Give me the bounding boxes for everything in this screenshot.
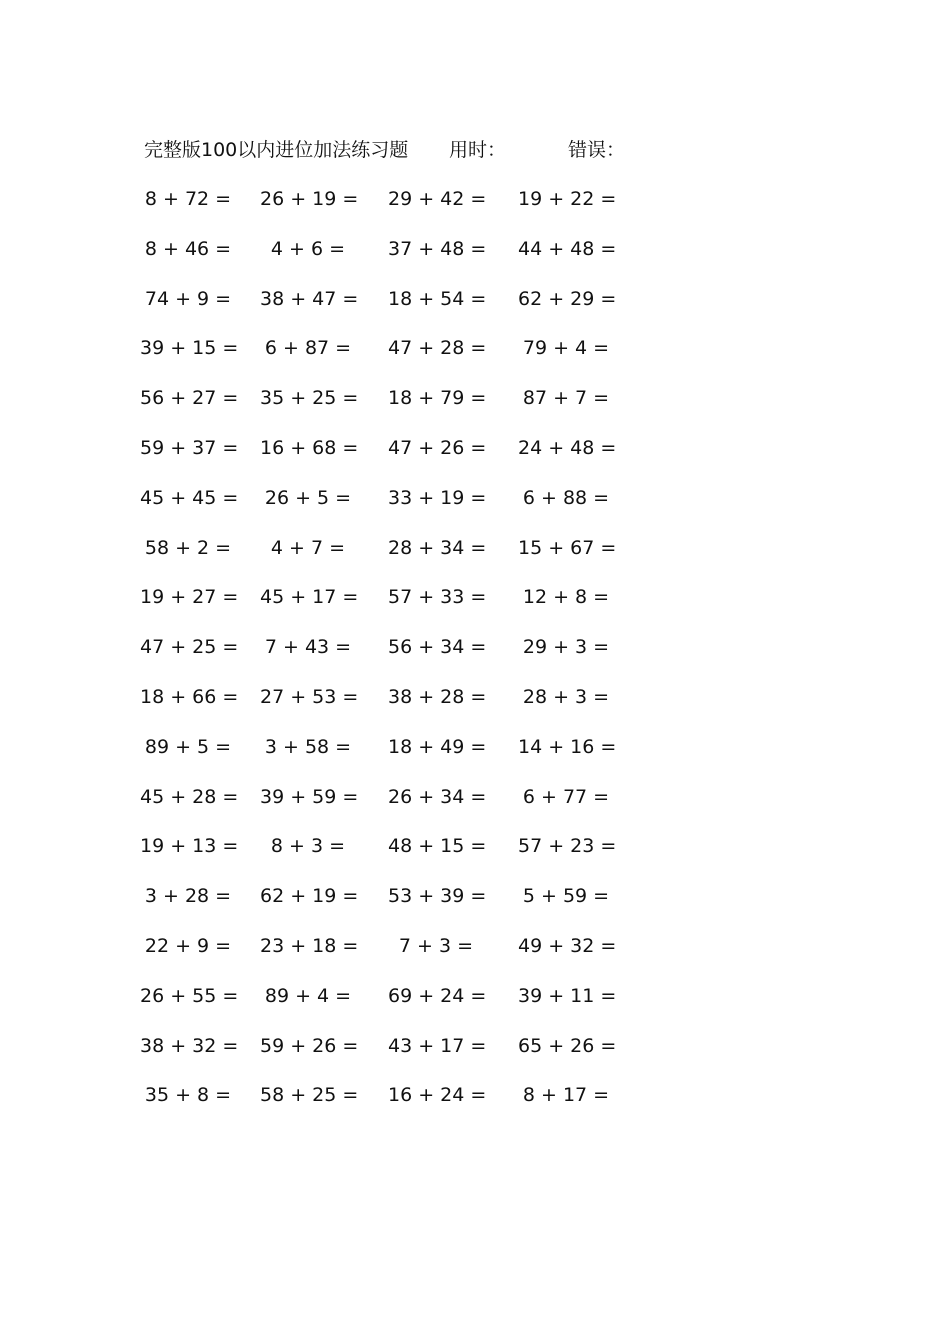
problem-item: 26 + 34 = [388, 785, 487, 808]
problem-item: 3 + 28 = [144, 885, 232, 908]
problem-item: 58 + 25 = [260, 1084, 359, 1107]
problem-item: 8 + 17 = [522, 1084, 610, 1107]
problem-item: 45 + 45 = [140, 486, 239, 509]
problem-item: 35 + 8 = [144, 1084, 232, 1107]
problem-item: 89 + 4 = [264, 984, 352, 1007]
problem-item: 18 + 54 = [388, 287, 487, 310]
problem-item: 7 + 3 = [398, 934, 474, 957]
problem-item: 4 + 7 = [270, 536, 346, 559]
problem-item: 4 + 6 = [270, 237, 346, 260]
problem-item: 5 + 59 = [522, 885, 610, 908]
problem-item: 79 + 4 = [522, 337, 610, 360]
problem-row [140, 683, 620, 733]
problem-item: 45 + 17 = [260, 586, 359, 609]
problem-row [140, 733, 620, 783]
problem-row [140, 235, 620, 285]
problem-item: 26 + 55 = [140, 984, 239, 1007]
problem-item: 26 + 19 = [260, 188, 359, 210]
problem-item: 74 + 9 = [144, 287, 232, 310]
problem-item: 56 + 27 = [140, 387, 239, 410]
problem-item: 38 + 47 = [260, 287, 359, 310]
problem-item: 57 + 23 = [518, 835, 617, 858]
problem-item: 39 + 11 = [518, 984, 617, 1007]
problem-row [140, 534, 620, 584]
problem-item: 53 + 39 = [388, 885, 487, 908]
problem-item: 37 + 48 = [388, 237, 487, 260]
problem-item: 69 + 24 = [388, 984, 487, 1007]
problem-item: 18 + 66 = [140, 685, 239, 708]
problem-row [140, 583, 620, 633]
problem-item: 19 + 22 = [518, 188, 617, 210]
problem-item: 38 + 28 = [388, 685, 487, 708]
problem-row [140, 783, 620, 833]
problem-item: 6 + 88 = [522, 486, 610, 509]
problem-item: 8 + 46 = [144, 237, 232, 260]
problem-row [140, 185, 620, 235]
problem-row [140, 882, 620, 932]
problem-item: 6 + 87 = [264, 337, 352, 360]
problem-item: 26 + 5 = [264, 486, 352, 509]
problem-item: 58 + 2 = [144, 536, 232, 559]
problem-item: 59 + 37 = [140, 436, 239, 459]
problem-row [140, 1081, 620, 1131]
errors-label: 错误： [568, 139, 626, 161]
problem-item: 14 + 16 = [518, 735, 617, 758]
problem-item: 12 + 8 = [522, 586, 610, 609]
problem-item: 49 + 32 = [518, 934, 617, 957]
problem-item: 56 + 34 = [388, 636, 487, 659]
problem-item: 44 + 48 = [518, 237, 617, 260]
problem-item: 23 + 18 = [260, 934, 359, 957]
problem-item: 47 + 26 = [388, 436, 487, 459]
problem-item: 7 + 43 = [264, 636, 352, 659]
problem-item: 28 + 3 = [522, 685, 610, 708]
problem-item: 33 + 19 = [388, 486, 487, 509]
problem-item: 3 + 58 = [264, 735, 352, 758]
problem-item: 22 + 9 = [144, 934, 232, 957]
problem-item: 47 + 28 = [388, 337, 487, 360]
problem-row [140, 832, 620, 882]
problem-item: 89 + 5 = [144, 735, 232, 758]
problem-item: 57 + 33 = [388, 586, 487, 609]
problem-item: 29 + 3 = [522, 636, 610, 659]
problem-row [140, 334, 620, 384]
problem-row [140, 384, 620, 434]
problem-item: 8 + 72 = [144, 188, 232, 210]
problem-row [140, 484, 620, 534]
problem-row [140, 982, 620, 1032]
problem-item: 28 + 34 = [388, 536, 487, 559]
problem-item: 24 + 48 = [518, 436, 617, 459]
problem-item: 18 + 49 = [388, 735, 487, 758]
problem-item: 65 + 26 = [518, 1034, 617, 1057]
problem-item: 62 + 19 = [260, 885, 359, 908]
problem-item: 27 + 53 = [260, 685, 359, 708]
problem-item: 48 + 15 = [388, 835, 487, 858]
problem-item: 6 + 77 = [522, 785, 610, 808]
problem-row [140, 932, 620, 982]
problem-item: 16 + 68 = [260, 436, 359, 459]
problem-item: 19 + 13 = [140, 835, 239, 858]
problem-item: 29 + 42 = [388, 188, 487, 210]
problem-row [140, 285, 620, 335]
problem-item: 62 + 29 = [518, 287, 617, 310]
worksheet-title: 完整版100以内进位加法练习题 [144, 139, 409, 161]
problem-item: 47 + 25 = [140, 636, 239, 659]
problem-item: 43 + 17 = [388, 1034, 487, 1057]
worksheet-header [144, 136, 664, 164]
problem-item: 39 + 15 = [140, 337, 239, 360]
problem-item: 19 + 27 = [140, 586, 239, 609]
problem-item: 35 + 25 = [260, 387, 359, 410]
problem-item: 18 + 79 = [388, 387, 487, 410]
problem-item: 39 + 59 = [260, 785, 359, 808]
problem-grid [140, 185, 620, 1131]
problem-item: 38 + 32 = [140, 1034, 239, 1057]
problem-item: 59 + 26 = [260, 1034, 359, 1057]
problem-item: 15 + 67 = [518, 536, 617, 559]
problem-item: 45 + 28 = [140, 785, 239, 808]
problem-item: 87 + 7 = [522, 387, 610, 410]
time-used-label: 用时： [449, 139, 507, 161]
problem-item: 16 + 24 = [388, 1084, 487, 1107]
problem-item: 8 + 3 = [270, 835, 346, 858]
problem-row [140, 1032, 620, 1082]
problem-row [140, 434, 620, 484]
problem-row [140, 633, 620, 683]
